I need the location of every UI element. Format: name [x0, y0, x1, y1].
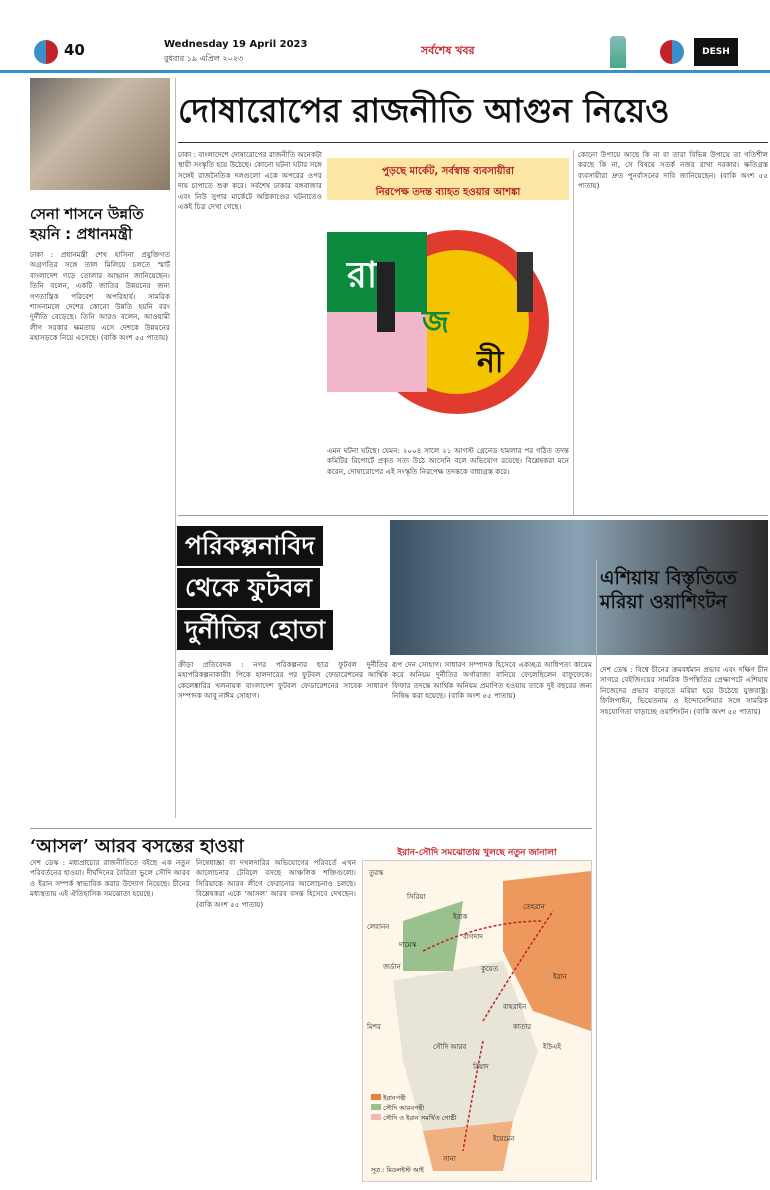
header-bar [0, 34, 770, 73]
arab-story-headline: ‘আসল’ আরব বসন্তের হাওয়া [30, 836, 244, 857]
asia-story-headline: এশিয়ায় বিস্তৃতিতে মরিয়া ওয়াশিংটন [600, 567, 737, 613]
planner-headline [177, 520, 391, 655]
pm-photo [30, 78, 170, 190]
asia-story-body: দেশ ডেস্ক : বিশ্বে চীনের ক্রমবর্ধমান প্রভাব এবং দক্ষিণ চীন সাগরে বেইজিংয়ের সামরিক উপস্থিতির প্রেক্ষাপটে এশিয়ায় নিজেদের প্রভাব বাড়াতে মরিয়া হয়ে উঠেছে যুক্তরাষ্ট্র। ফিলিপাইন, ভিয়েতনাম ও ইন্দোনেশিয়ার সঙ্গে সামরিক সহযোগিতা বাড়াচ্ছে ওয়াশিংটন। (বাকি অংশ ৫৫ পাতায়) [600, 665, 768, 716]
section-title: সর্বশেষ খবর [421, 44, 475, 57]
flag-icon [34, 40, 58, 64]
page-header [0, 34, 770, 70]
map-label: সৌদি আরব [433, 1043, 467, 1051]
planner-headline-1: পরিকল্পনাবিদ [177, 526, 323, 566]
map-label: তুরস্ক [369, 869, 384, 877]
map-label: রিয়াদ [473, 1063, 489, 1071]
map-label: কুয়েত [481, 965, 499, 973]
lead-headline: দোষারোপের রাজনীতি আগুন নিয়েও [178, 91, 670, 130]
arab-story-body-col1: দেশ ডেস্ক : মধ্যপ্রাচ্যের রাজনীতিতে বইছে এক নতুন পরিবর্তনের হাওয়া। দীর্ঘদিনের বৈরিতা ভুলে সৌদি আরব ও ইরান সম্পর্ক স্বাভাবিক করার উদ্যোগ নিয়েছে। চীনের মধ্যস্থতায় এই ঐতিহাসিক সমঝোতা হয়েছে। [30, 858, 190, 899]
arab-story-body-col2: নিষেধাজ্ঞা বা দখলদারির অভিযোগের পরিবর্তে এখন আলোচনার টেবিলে বসছে আঞ্চলিক শক্তিগুলো। সিরিয়াকে আরব লীগে ফেরানোর আলোচনাও চলছে। বিশ্লেষকরা একে ‘আসল’ আরব বসন্ত হিসেবে দেখছেন। (বাকি অংশ ৫৫ পাতায়) [196, 858, 356, 909]
lead-subhead-1: পুড়ছে মার্কেট, সর্বস্বান্ত ব্যবসায়ীরা [382, 166, 514, 177]
desh-logo: DESH [694, 38, 738, 66]
planner-headline-2: থেকে ফুটবল [177, 568, 320, 608]
pm-story-headline: সেনা শাসনে উন্নতি হয়নি : প্রধানমন্ত্রী [30, 205, 144, 243]
map-label: মিশর [367, 1023, 381, 1031]
lead-subhead-box [327, 158, 569, 200]
planner-body-col2: রূপ দেন সোহাগ। সাধারণ সম্পাদক হিসেবে একচ্ছত্র আধিপত্য কায়েম করে অনিয়ম দুর্নীতির অর্গারাজ্য বানিয়ে ফেলেছিলেন বাফুফেকে। ফিফার তদন্তে আর্থিক অনিয়ম প্রমাণিত হওয়ায় তাকে দুই বছরের জন্য নিষিদ্ধ করা হয়েছে। (বাকি অংশ ৫৫ পাতায়) [392, 660, 592, 701]
pm-story-body: ঢাকা : প্রধানমন্ত্রী শেখ হাসিনা প্রযুক্তিগত অগ্রগতির সঙ্গে তাল মিলিয়ে চলতে স্মার্ট বাংলাদেশ গড়ে তোলার আহ্বান জানিয়েছেন। তিনি বলেন, একটি জাতির উন্নয়নের জন্য গণতান্ত্রিক পরিবেশ অপরিহার্য। সামরিক শাসনামলে দেশের কোনো উন্নতি হয়নি বরং দুর্নীতি বেড়েছে। তিনি আরও বলেন, আওয়ামী লীগ সরকার ক্ষমতায় এসে দেশকে উন্নয়নের মহাসড়কে নিয়ে এসেছে। (বাকি অংশ ৫৫ পাতায়) [30, 250, 170, 343]
chess-fire-illustration [327, 202, 569, 442]
map-label: ইয়েমেন [493, 1135, 515, 1143]
svg-text:জ: জ [422, 305, 449, 340]
planner-headline-3: দুর্নীতির হোতা [177, 610, 333, 650]
map-label: লেবানন [367, 923, 390, 931]
map-label: কাতার [513, 1023, 532, 1031]
iran-saudi-map [362, 860, 592, 1182]
map-label: ইরাক [453, 913, 468, 921]
map-label: বাগদাদ [463, 933, 483, 941]
map-label: সানা [443, 1155, 456, 1163]
legend-item: সৌদি আরবপন্থী [383, 1104, 425, 1112]
date-bangla: বুধবার ১৯ এপ্রিল ২০২৩ [164, 54, 244, 63]
legend-item: সৌদি ও ইরান সমর্থিত গোষ্ঠী [383, 1114, 457, 1122]
statue-of-liberty-icon [610, 36, 626, 68]
date-english: Wednesday 19 April 2023 [164, 39, 308, 50]
map-source: সূত্র : মিডলইস্ট আই [371, 1166, 424, 1174]
map-label: ইউএই [543, 1043, 562, 1051]
map-title: ইরান-সৌদি সমঝোতায় খুলছে নতুন জানালা [397, 848, 557, 858]
flag-icon [660, 40, 684, 64]
map-label: জর্ডান [383, 963, 401, 971]
map-legend [371, 1093, 457, 1123]
legend-item: ইরানপন্থী [383, 1094, 406, 1102]
lead-body-col1: ঢাকা : বাংলাদেশে দোষারোপের রাজনীতি অনেকটা স্থায়ী সংস্কৃতি হয়ে উঠেছে। কোনো ঘটনা ঘটার সঙ্গে সঙ্গেই রাজনৈতিক দলগুলো একে অপরের ওপর দায় চাপাতে শুরু করে। সর্বশেষ ঢাকার বঙ্গবাজার এবং নিউ সুপার মার্কেটে অগ্নিকাণ্ডের ঘটনাতেও একই চিত্র দেখা গেছে। [178, 150, 322, 212]
planner-body-col1: ক্রীড়া প্রতিবেদক : নগর পরিকল্পনার ছাত্র ফুটবল দুর্নীতির মহাপরিকল্পনাকারী! পিকে হালদারের পর ফুটবল ফেডারেশনের আর্থিক কেলেঙ্কারির খলনায়ক বাংলাদেশ ফুটবল ফেডারেশনের সাবেক সাধারণ সম্পাদক আবু নাঈম সোহাগ। [178, 660, 388, 701]
map-label: ইরান [553, 973, 567, 981]
map-label: দামেস্ক [399, 941, 417, 949]
lead-subhead-2: নিরপেক্ষ তদন্ত ব্যাহত হওয়ার আশঙ্কা [375, 187, 521, 198]
lead-body-col2: এমন ঘটনা ঘটছে। যেমন: ২০০৪ সালে ২১ আগস্ট গ্রেনেড হামলার পর গঠিত তদন্ত কমিটির রিপোর্টে প্রকৃত সত্য উঠে আসেনি বলে অভিযোগ রয়েছে। বিশ্লেষকরা মনে করেন, দোষারোপের এই সংস্কৃতি নিরপেক্ষ তদন্তকে বাধাগ্রস্ত করে। [327, 446, 569, 476]
svg-text:নী: নী [477, 345, 504, 380]
map-label: তেহরান [523, 903, 545, 911]
map-label: বাহরাইন [503, 1003, 527, 1011]
page-number: 40 [64, 41, 85, 59]
svg-text:রা: রা [347, 255, 378, 296]
map-label: সিরিয়া [407, 893, 426, 901]
lead-body-col3: কোনো উপায়ে আছে কি না বা তারা বিভিন্ন উপায়ে তা গতিশীল করছে কি না, সে বিষয়ে সতর্ক নজর রাখা দরকার। ক্ষতিগ্রস্ত ব্যবসায়ীরা দ্রুত পুনর্বাসনের দাবি জানিয়েছেন। (বাকি অংশ ৫৫ পাতায়) [578, 150, 768, 191]
